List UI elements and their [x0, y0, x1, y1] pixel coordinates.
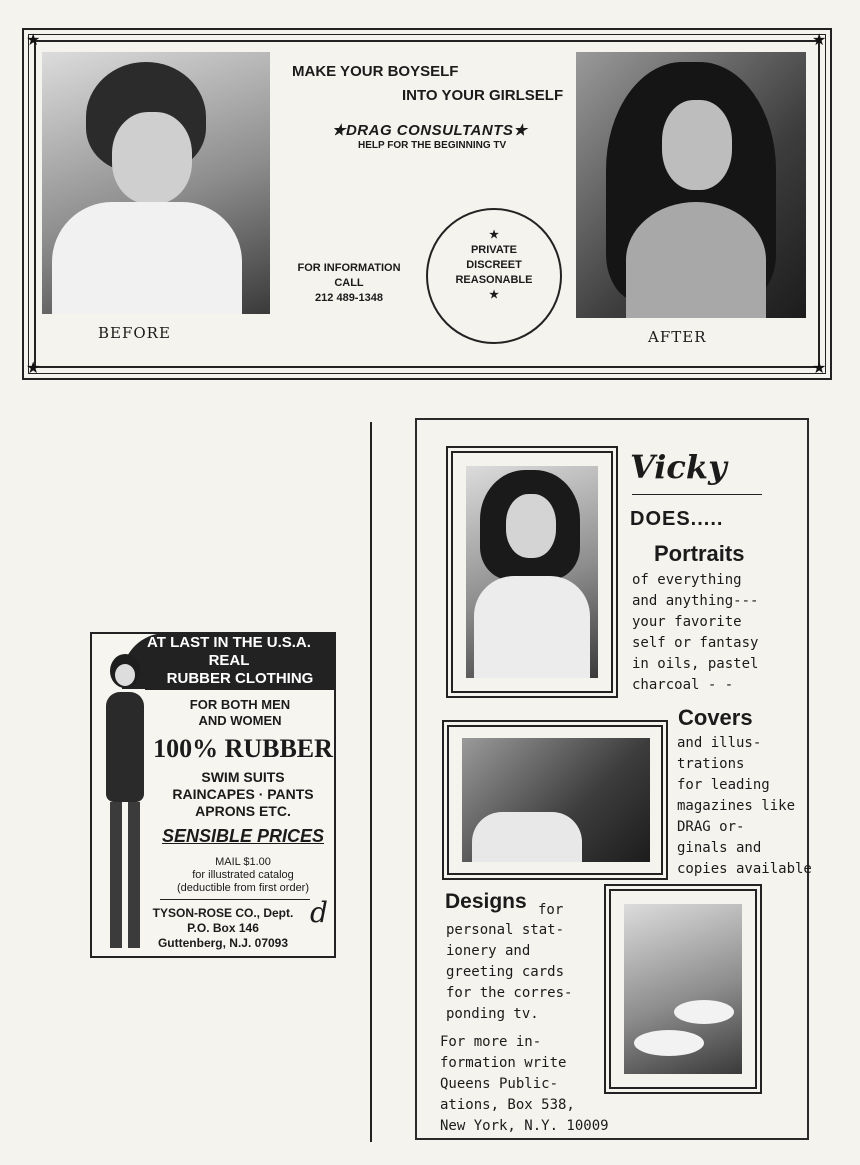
company-name: ★DRAG CONSULTANTS★: [332, 122, 528, 139]
covers-title: Covers: [678, 705, 753, 730]
contact-line: ations, Box 538,: [440, 1097, 575, 1113]
info-line-1: FOR INFORMATION: [297, 262, 401, 274]
rubber-items: [150, 769, 336, 820]
rubber-header-3: RUBBER CLOTHING: [166, 670, 314, 687]
portraits-line: your favorite: [632, 614, 742, 630]
info-line-2: CALL: [334, 277, 364, 289]
rubber-city: Guttenberg, N.J. 07093: [157, 936, 289, 950]
cover-photo: [462, 738, 650, 862]
rubber-mail-line: MAIL $1.00: [215, 856, 271, 868]
portraits-text: [632, 570, 758, 696]
star-icon: ★: [26, 358, 41, 377]
design-photo: [624, 904, 742, 1074]
before-label: BEFORE: [98, 324, 171, 342]
contact-line: For more in-: [440, 1034, 542, 1050]
figure-face: [115, 664, 135, 686]
rubber-address: [138, 906, 308, 951]
covers-line: DRAG or-: [677, 819, 745, 835]
portraits-line: in oils, pastel: [632, 656, 759, 672]
star-icon: ★: [812, 30, 827, 49]
contact-line: formation write: [440, 1055, 567, 1071]
circle-line-2: DISCREET: [466, 259, 522, 271]
vicky-name-rule: [632, 494, 762, 495]
circle-line-1: PRIVATE: [470, 244, 518, 256]
rubber-audience: [150, 697, 330, 729]
covers-line: ginals and: [677, 840, 762, 856]
covers-line: trations: [677, 756, 745, 772]
star-icon: ★: [26, 30, 41, 49]
rubber-header-2: REAL: [208, 652, 250, 669]
star-icon: ★: [489, 229, 499, 241]
designs-line: greeting cards: [446, 964, 565, 980]
face-shape: [662, 100, 732, 190]
portrait-photo: [466, 466, 598, 678]
covers-line: and illus-: [677, 735, 762, 751]
rubber-line-1: FOR BOTH MEN: [189, 697, 291, 712]
rubber-item-2: RAINCAPES · PANTS: [172, 786, 314, 802]
shoe-shape: [634, 1030, 704, 1056]
rubber-header-text: [122, 634, 336, 670]
rubber-rule: [160, 899, 310, 900]
shoe-shape: [674, 1000, 734, 1024]
figure-leg: [110, 802, 122, 948]
headline-line-1: MAKE YOUR BOYSELF: [292, 63, 459, 80]
cover-fabric: [472, 812, 582, 862]
dress-shape: [474, 576, 590, 678]
face-shape: [506, 494, 556, 558]
circle-text: [426, 228, 562, 303]
rubber-mail: [150, 856, 336, 895]
circle-line-3: REASONABLE: [455, 274, 533, 286]
vicky-name: Vicky: [630, 448, 727, 486]
shoulders-shape: [626, 202, 766, 318]
rubber-item-3: APRONS ETC.: [195, 803, 291, 819]
portraits-line: of everything: [632, 572, 742, 588]
designs-line: ionery and: [446, 943, 531, 959]
figure-body: [106, 692, 144, 802]
rubber-header-1: AT LAST IN THE U.S.A.: [147, 634, 311, 651]
rubber-prices: SENSIBLE PRICES: [161, 826, 325, 846]
after-label: AFTER: [648, 328, 707, 346]
phone-number: 212 489-1348: [315, 292, 383, 304]
portraits-line: self or fantasy: [632, 635, 759, 651]
designs-title: Designs: [445, 890, 527, 913]
tagline: HELP FOR THE BEGINNING TV: [358, 140, 507, 151]
designs-first: for: [538, 902, 564, 918]
contact-line: Queens Public-: [440, 1076, 559, 1092]
face-shape: [112, 112, 192, 204]
covers-line: copies available: [677, 861, 812, 877]
designs-line: personal stat-: [446, 922, 565, 938]
rubber-dept-letter: d: [310, 896, 328, 929]
contact-text: [440, 1032, 609, 1137]
portraits-line: and anything---: [632, 593, 759, 609]
rubber-box: P.O. Box 146: [187, 921, 259, 935]
covers-line: for leading: [677, 777, 770, 793]
star-icon: ★: [489, 289, 499, 301]
rubber-item-1: SWIM SUITS: [201, 769, 285, 785]
before-photo: [42, 52, 270, 314]
info-block: [296, 261, 402, 306]
star-icon: ★: [812, 358, 827, 377]
vicky-does: DOES.....: [630, 508, 724, 530]
rubber-big: 100% RUBBER: [153, 734, 333, 763]
column-divider: [370, 422, 372, 1142]
rubber-deductible-line: (deductible from first order): [176, 882, 310, 894]
after-photo: [576, 52, 806, 318]
headline-line-2: INTO YOUR GIRLSELF: [402, 87, 564, 104]
covers-line: magazines like: [677, 798, 796, 814]
designs-line: ponding tv.: [446, 1006, 539, 1022]
covers-text: [677, 733, 812, 880]
rubber-company: TYSON-ROSE CO., Dept.: [152, 906, 294, 920]
designs-line: for the corres-: [446, 985, 573, 1001]
contact-line: New York, N.Y. 10009: [440, 1118, 609, 1134]
portraits-line: charcoal - -: [632, 677, 734, 693]
portraits-title: Portraits: [654, 541, 745, 566]
shirt-shape: [52, 202, 242, 314]
rubber-catalog-line: for illustrated catalog: [192, 869, 294, 881]
rubber-line-2: AND WOMEN: [198, 713, 282, 728]
designs-text: [446, 920, 572, 1025]
